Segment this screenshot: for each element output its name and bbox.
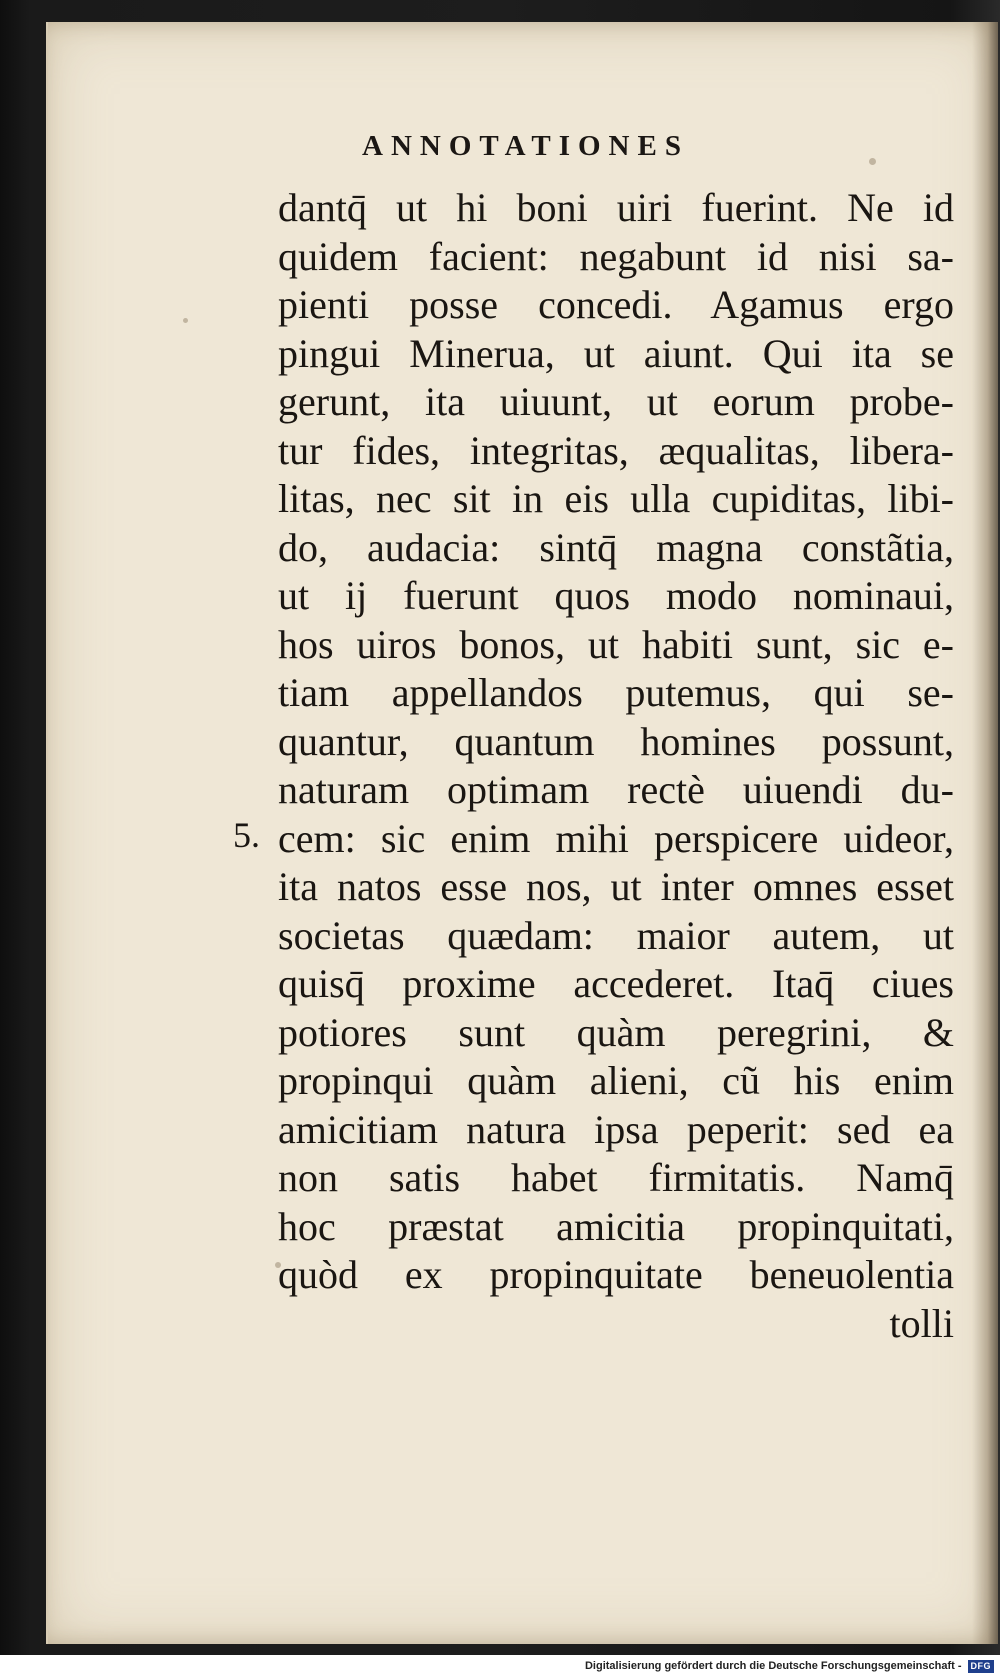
text-line: pienti posse concedi. Agamus ergo [278, 282, 954, 327]
text-line: potiores sunt quàm peregrini, & [278, 1009, 954, 1055]
text-block [278, 184, 954, 1348]
text-line: quisq̄ proxime accederet. Itaq̄ ciues [278, 961, 954, 1006]
text-line: hoc præstat amicitia propinquitati, [278, 1203, 954, 1249]
text-line: ita natos esse nos, ut inter omnes esset [278, 864, 954, 909]
text-line: ut ij fuerunt quos modo nominaui, [278, 573, 954, 618]
text-line: pingui Minerua, ut aiunt. Qui ita se [278, 330, 954, 376]
credit-text: Digitalisierung gefördert durch die Deutsche Forschungsgemeinschaft - [584, 1660, 962, 1672]
page-gutter-shadow [972, 22, 998, 1644]
foxing-spot [183, 318, 188, 323]
text-line: do, audacia: sintq̄ magna constãtia, [278, 524, 954, 570]
text-line: naturam optimam rectè uiuendi du- [278, 767, 954, 812]
text-line: litas, nec sit in eis ulla cupiditas, libi- [278, 476, 954, 521]
text-line: propinqui quàm alieni, cũ his enim [278, 1058, 954, 1103]
text-line: non satis habet firmitatis. Namq̄ [278, 1155, 954, 1200]
text-line: quòd ex propinquitate beneuolentia [278, 1252, 954, 1297]
text-line: societas quædam: maior autem, ut [278, 912, 954, 958]
text-line: quidem facient: negabunt id nisi sa- [278, 233, 954, 279]
text-line: tiam appellandos putemus, qui se- [278, 670, 954, 715]
dfg-logo-icon[interactable]: DFG [968, 1660, 995, 1673]
text-line: cem: sic enim mihi perspicere uideor, [278, 815, 954, 861]
text-line: tur fides, integritas, æqualitas, libera- [278, 427, 954, 473]
catchword: tolli [889, 1300, 954, 1346]
foxing-spot [869, 158, 876, 165]
margin-note: 5. [233, 815, 260, 855]
digitization-credit [0, 1657, 1000, 1675]
running-head: ANNOTATIONES [362, 130, 689, 162]
text-line: amicitiam natura ipsa peperit: sed ea [278, 1106, 954, 1152]
text-line: quantur, quantum homines possunt, [278, 718, 954, 764]
text-line: gerunt, ita uiuunt, ut eorum probe- [278, 379, 954, 424]
text-line: dantq̄ ut hi boni uiri fuerint. Ne id [278, 185, 954, 230]
text-line: hos uiros bonos, ut habiti sunt, sic e- [278, 621, 954, 667]
